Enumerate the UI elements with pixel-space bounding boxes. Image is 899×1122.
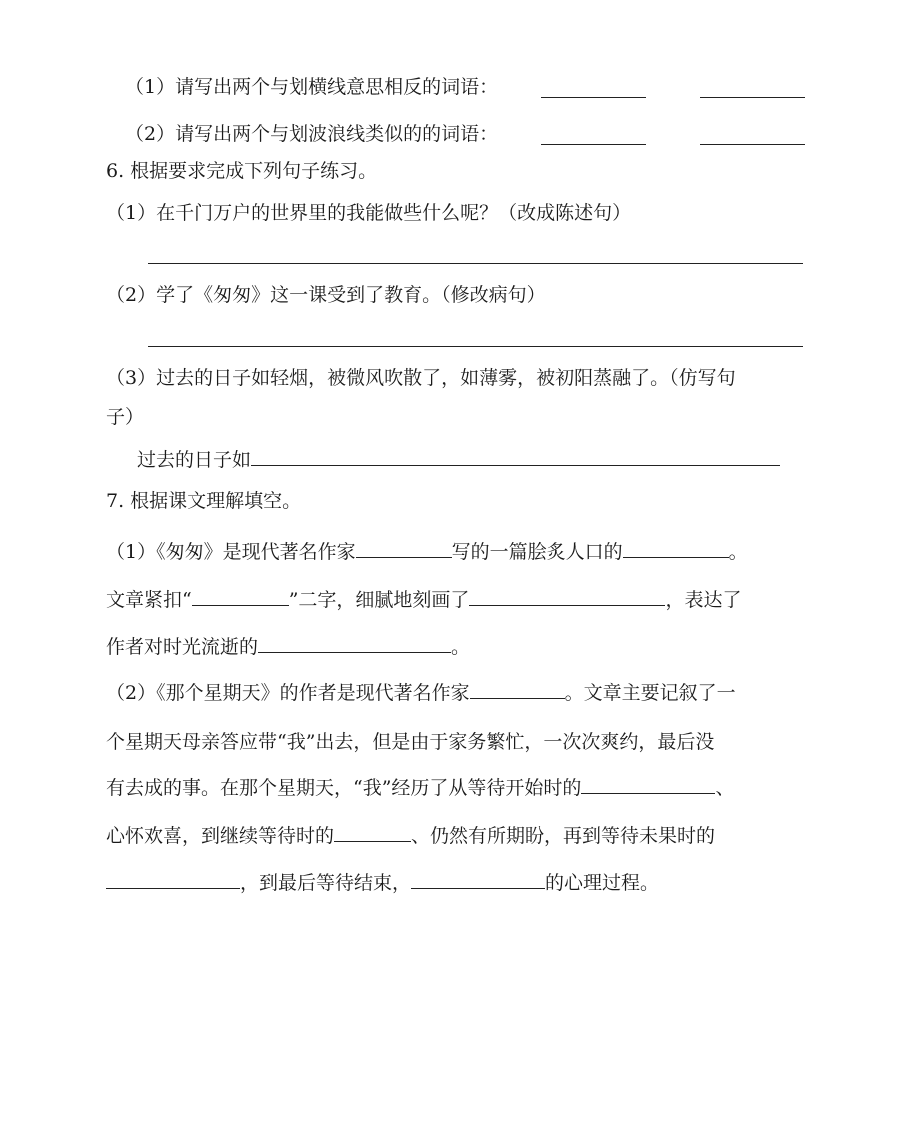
q5-sub2-text: （2）请写出两个与划波浪线类似的的词语： xyxy=(125,123,499,145)
q7-p2-line3 xyxy=(106,779,734,798)
q7-p2-line1 xyxy=(106,684,736,703)
q7-p1-blank-keyword[interactable] xyxy=(192,604,289,606)
q7-p1-line2 xyxy=(106,591,741,610)
q7-p2-blank-end[interactable] xyxy=(411,887,545,889)
q7-p1-blank-genre[interactable] xyxy=(623,556,729,558)
q7-p1-blank-content[interactable] xyxy=(469,604,665,606)
q5-sub1-text: （1）请写出两个与划横线意思相反的词语： xyxy=(125,76,499,98)
q7-p2-blank-unfulfilled[interactable] xyxy=(106,887,240,889)
q6-s3-prompt-text: 过去的日子如 xyxy=(137,449,252,471)
q7-p2-text-d: 有去成的事。在那个星期天，“我”经历了从等待开始时的 xyxy=(106,777,582,799)
q7-p2-line2: 个星期天母亲答应带“我”出去，但是由于家务繁忙，一次次爽约，最后没 xyxy=(106,731,715,753)
q6-s3-line2: 子） xyxy=(106,406,145,428)
q5-sub1 xyxy=(125,78,498,97)
q5-sub2-blank-1[interactable] xyxy=(541,143,646,145)
q6-s3-prompt xyxy=(137,451,780,470)
q7-p1-blank-feeling[interactable] xyxy=(258,651,451,653)
q7-p1-text-b: 写的一篇脍炙人口的 xyxy=(451,541,623,563)
q7-p2-line5 xyxy=(106,874,659,893)
q7-p1-blank-author[interactable] xyxy=(356,556,452,558)
q5-sub2-blank-2[interactable] xyxy=(700,143,805,145)
q7-title: 7. 根据课文理解填空。 xyxy=(106,490,302,512)
q5-sub1-blank-2[interactable] xyxy=(700,96,805,98)
q7-p1-line1 xyxy=(106,543,748,562)
q7-p2-text-i: 的心理过程。 xyxy=(545,872,660,894)
q6-s2: （2）学了《匆匆》这一课受到了教育。（修改病句） xyxy=(106,284,546,306)
q6-s3-line1: （3）过去的日子如轻烟，被微风吹散了，如薄雾，被初阳蒸融了。（仿写句 xyxy=(106,367,736,389)
q7-p2-blank-start[interactable] xyxy=(581,792,715,794)
q7-p2-text-h: ，到最后等待结束， xyxy=(240,872,412,894)
q7-p2-text-a: （2）《那个星期天》的作者是现代著名作家 xyxy=(106,682,470,704)
q7-p2-text-e: 、 xyxy=(715,777,735,799)
q7-p1-text-g: 作者对时光流逝的 xyxy=(106,636,259,658)
q7-p2-line4 xyxy=(106,827,715,846)
q5-sub2 xyxy=(125,125,498,144)
q7-p1-text-d: 文章紧扣“ xyxy=(106,589,192,611)
q5-sub1-blank-1[interactable] xyxy=(541,96,646,98)
q6-s3-answer-line[interactable] xyxy=(251,464,780,466)
q6-s1-answer-line[interactable] xyxy=(148,262,803,264)
q7-p2-blank-continue[interactable] xyxy=(334,840,411,842)
q7-p2-text-f: 心怀欢喜，到继续等待时的 xyxy=(106,825,335,847)
q6-s1: （1）在千门万户的世界里的我能做些什么呢？（改成陈述句） xyxy=(106,202,632,224)
q6-title: 6. 根据要求完成下列句子练习。 xyxy=(106,160,378,182)
q7-p1-text-c: 。 xyxy=(728,541,748,563)
q7-p1-text-f: ，表达了 xyxy=(665,589,742,611)
q7-p1-text-h: 。 xyxy=(451,636,471,658)
q7-p2-text-b: 。文章主要记叙了一 xyxy=(564,682,736,704)
q7-p1-line3 xyxy=(106,638,470,657)
q7-p2-text-g: 、仍然有所期盼，再到等待未果时的 xyxy=(411,825,716,847)
q6-s2-answer-line[interactable] xyxy=(148,345,803,347)
q7-p1-text-e: ”二字，细腻地刻画了 xyxy=(288,589,470,611)
q7-p2-blank-author[interactable] xyxy=(470,697,565,699)
q7-p1-text-a: （1）《匆匆》是现代著名作家 xyxy=(106,541,356,563)
